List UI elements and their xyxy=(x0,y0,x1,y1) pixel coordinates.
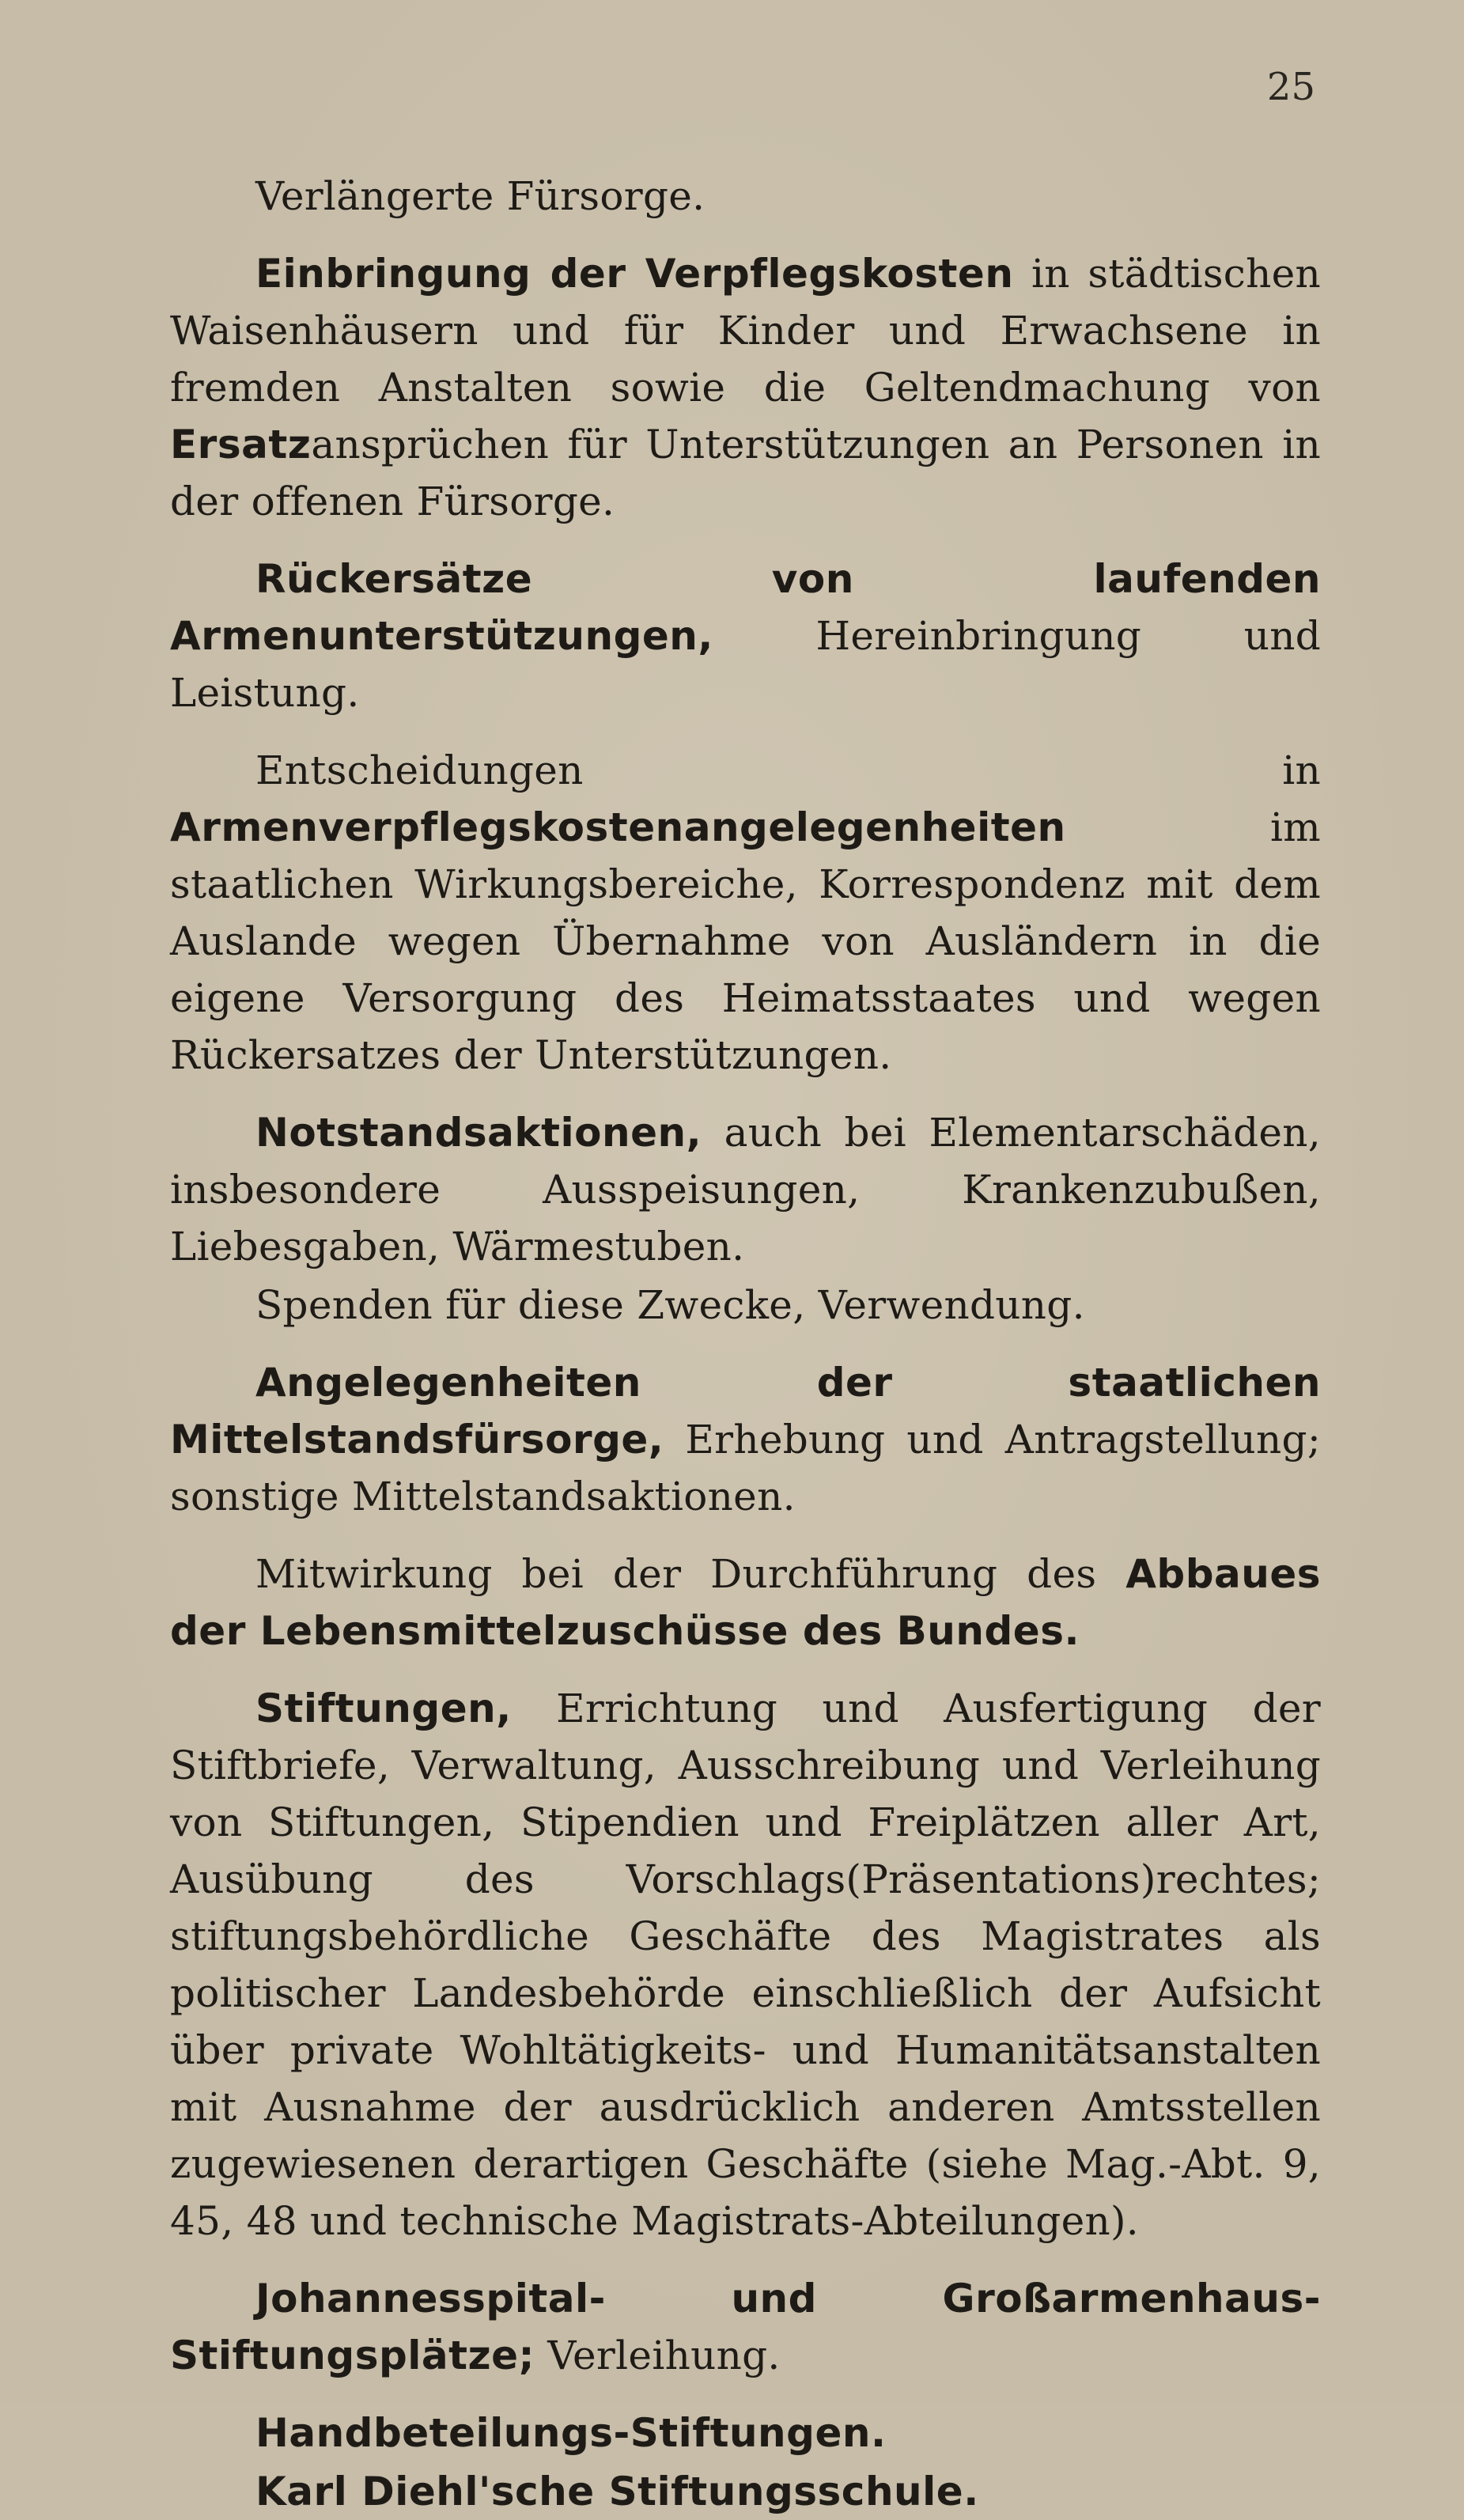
paragraph-text: Hereinbringung und Leistung. xyxy=(170,613,1321,716)
paragraph-spenden xyxy=(170,1277,1321,1334)
paragraph-handbeteilungs-stiftungen xyxy=(170,2405,1321,2461)
bold-term: Armenverpflegskostenangelegenheiten xyxy=(170,804,1066,850)
bold-heading: Angelegenheiten der staatlichen Mittelstandsfürsorge, xyxy=(170,1360,1321,1462)
paragraph-text: Spenden für diese Zwecke, Verwendung. xyxy=(255,1282,1085,1328)
paragraph-abbau-lebensmittelzuschuesse xyxy=(170,1546,1321,1659)
paragraph-stiftungen xyxy=(170,1680,1321,2249)
bold-heading: Notstandsaktionen, xyxy=(255,1110,702,1156)
bold-heading: Rückersätze von laufenden Armenunterstützungen, xyxy=(170,556,1321,659)
paragraph-mittelstandsfuersorge xyxy=(170,1354,1321,1525)
bold-heading: Johannesspital- und Großarmenhaus-Stiftungsplätze; xyxy=(170,2276,1321,2378)
paragraph-entscheidungen xyxy=(170,742,1321,1084)
bold-heading: Einbringung der Verpflegskosten xyxy=(255,251,1014,297)
bold-heading: Stiftungen, xyxy=(255,1686,512,1731)
paragraph-text: Entscheidungen in xyxy=(255,747,1321,793)
bold-term: Ersatz xyxy=(170,422,312,467)
bold-heading: Karl Diehl'sche Stiftungsschule. xyxy=(255,2469,979,2514)
paragraph-verpflegskosten xyxy=(170,245,1321,530)
page-body xyxy=(170,168,1321,2520)
paragraph-text: in städtischen Waisenhäusern und für Kinder und Erwachsene in fremden Anstalten sowie die Geltendmachung von xyxy=(170,251,1321,411)
paragraph-johannesspital xyxy=(170,2270,1321,2384)
paragraph-text: ansprüchen für Unterstützungen an Personen in der offenen Fürsorge. xyxy=(170,422,1321,524)
paragraph-text: im staatlichen Wirkungsbereiche, Korrespondenz mit dem Auslande wegen Übernahme von Ausländern in die eigene Versorgung des Heimatsstaates und wegen Rückersatzes der Unterstützungen. xyxy=(170,804,1321,1078)
paragraph-text: auch bei Elementarschäden, insbesondere Ausspeisungen, Krankenzubußen, Liebesgaben, Wärmestuben. xyxy=(170,1110,1321,1269)
paragraph-text: Verleihung. xyxy=(535,2333,781,2378)
paragraph-verlaengerte-fuersorge xyxy=(170,168,1321,225)
paragraph-rueckersaetze xyxy=(170,551,1321,721)
paragraph-text: Errichtung und Ausfertigung der Stiftbriefe, Verwaltung, Ausschreibung und Verleihung von Stiftungen, Stipendien und Freiplätzen aller Art, Ausübung des Vorschlags(Präsentations)rechtes; stiftungsbehördliche Geschäfte des Magistrates als politischer Landesbehörde einschließlich der Aufsicht über private Wohltätigkeits- und Humanitätsanstalten mit Ausnahme der ausdrücklich anderen Amtsstellen zugewiesenen derartigen Geschäfte (siehe Mag.-Abt. 9, 45, 48 und technische Magistrats-Abteilungen). xyxy=(170,1686,1321,2244)
bold-term: Abbaues der Lebensmittelzuschüsse des Bundes. xyxy=(170,1551,1321,1654)
paragraph-notstandsaktionen xyxy=(170,1104,1321,1275)
paragraph-text: Verlängerte Fürsorge. xyxy=(255,173,706,219)
page-number: 25 xyxy=(1266,65,1315,109)
bold-heading: Handbeteilungs-Stiftungen. xyxy=(255,2410,887,2456)
paragraph-text: Mitwirkung bei der Durchführung des xyxy=(255,1551,1126,1597)
paragraph-text: Erhebung und Antragstellung; sonstige Mittelstandsaktionen. xyxy=(170,1417,1321,1519)
paragraph-stiftungsschule xyxy=(170,2463,1321,2520)
